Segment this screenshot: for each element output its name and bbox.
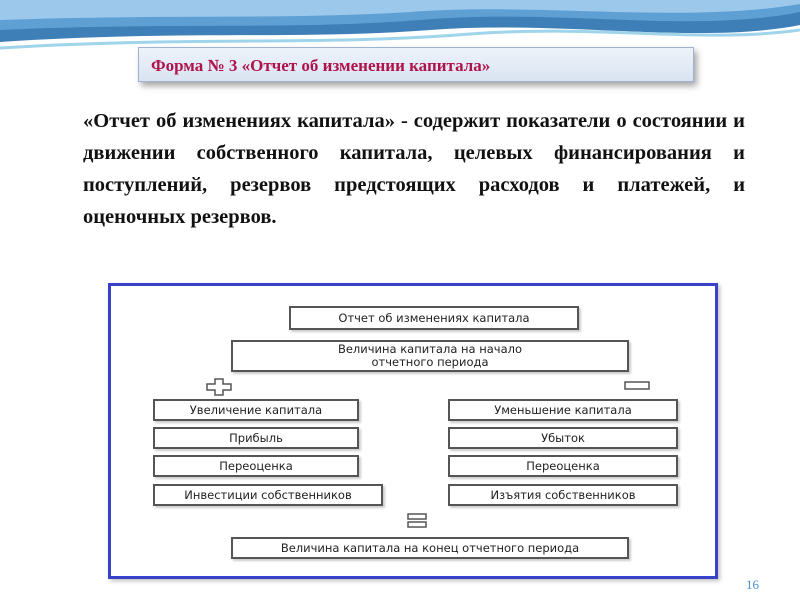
decrease-item: Переоценка (448, 455, 678, 477)
diagram-start-value: Величина капитала на начало отчетного периода (231, 340, 629, 372)
page-number: 16 (746, 577, 759, 592)
diagram-end-value: Величина капитала на конец отчетного периода (231, 537, 629, 559)
capital-flow-diagram (108, 283, 718, 579)
increase-item: Прибыль (153, 427, 359, 449)
plus-sign-icon (206, 378, 232, 396)
decrease-item: Убыток (448, 427, 678, 449)
equals-sign-icon (407, 513, 427, 529)
decrease-item: Изъятия собственников (448, 484, 678, 506)
decrease-header: Уменьшение капитала (448, 399, 678, 421)
slide-title: Форма № 3 «Отчет об изменении капитала» (151, 56, 491, 75)
increase-item: Переоценка (153, 455, 359, 477)
increase-item: Инвестиции собственников (153, 484, 383, 506)
increase-header: Увеличение капитала (153, 399, 359, 421)
diagram-report-title: Отчет об изменениях капитала (289, 306, 579, 330)
minus-sign-icon (624, 381, 650, 391)
slide-title-box (138, 47, 694, 82)
body-paragraph: «Отчет об изменениях капитала» - содержит показатели о состоянии и движении собственного капитала, целевых финансирования и поступлений, резервов предстоящих расходов и платежей, и оценочных резервов. (83, 110, 745, 228)
